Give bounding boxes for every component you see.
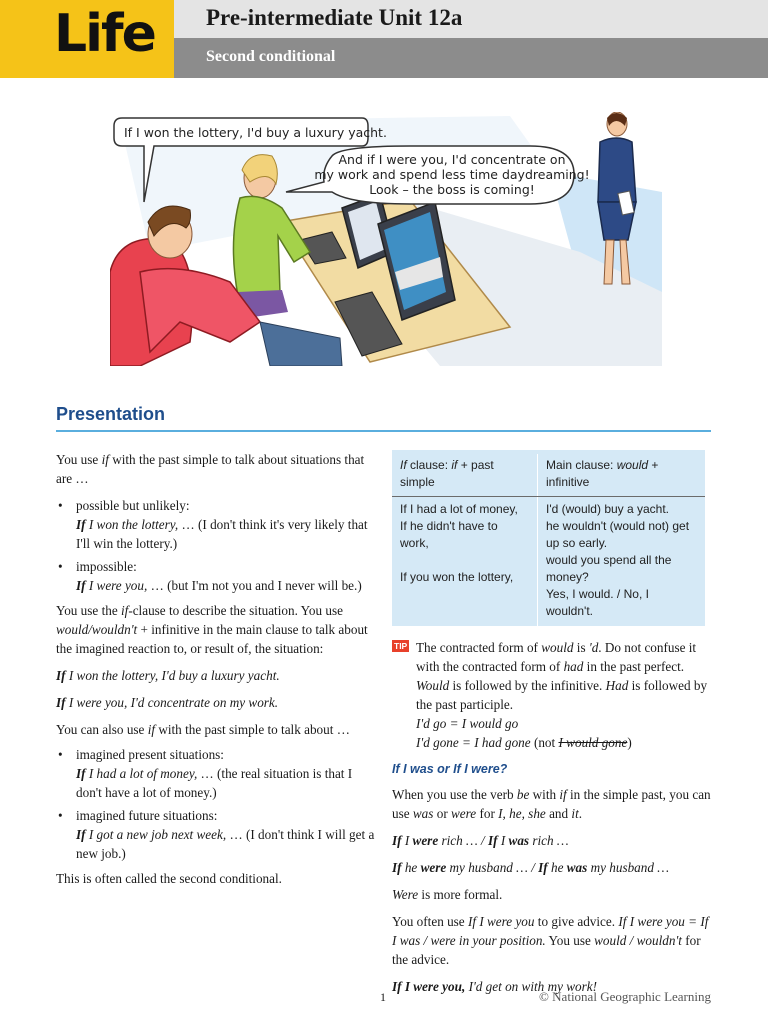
final-example: If I were you, I'd get on with my work!	[392, 979, 598, 994]
list-item: • imagined present situations: If I had a lot of money, … (the real situation is that I don't have a lot of money.)	[56, 745, 378, 802]
bubble2-line2: my work and spend less time daydreaming!	[314, 167, 590, 182]
also-paragraph: You can also use if with the past simple to talk about …	[56, 722, 350, 737]
heading-divider	[56, 430, 711, 432]
formal-note: Were is more formal.	[392, 887, 503, 902]
tip-badge: TIP	[394, 641, 408, 651]
section-heading: Presentation	[56, 404, 166, 424]
header-title-bar	[174, 0, 768, 38]
example-husband: If he were my husband … / If he was my husband …	[392, 860, 669, 875]
copyright: © National Geographic Learning	[539, 989, 711, 1004]
page-number: 1	[380, 990, 386, 1004]
bubble2-line3: Look – the boss is coming!	[369, 182, 535, 197]
example-1: If I won the lottery, I'd buy a luxury yacht.	[56, 668, 280, 683]
example-rich: If I were rich … / If I was rich …	[392, 833, 569, 848]
life-logo	[0, 0, 174, 78]
bullet-list-2	[56, 745, 378, 863]
bubble1-text: If I won the lottery, I'd buy a luxury yacht.	[124, 125, 387, 140]
table-row: If I had a lot of money, If he didn't have to work, If you won the lottery, I'd (would) buy a yacht. he wouldn't (would not) get up so early. would you spend all the money? Yes, I would. / No, I wouldn't.	[392, 497, 705, 626]
closing-paragraph: This is often called the second conditional.	[56, 871, 282, 886]
list-item: • impossible: If I were you, … (but I'm not you and I never will be.)	[56, 557, 378, 595]
subheading-was-were: If I was or If I were?	[392, 762, 508, 776]
was-were-paragraph: When you use the verb be with if in the simple past, you can use was or were for I, he, she and it.	[392, 787, 711, 821]
table-header-row	[392, 450, 705, 497]
table-header-if: If clause: if + past simple	[400, 458, 494, 489]
intro-paragraph: You use if with the past simple to talk about situations that are …	[56, 452, 365, 486]
example-2: If I were you, I'd concentrate on my work.	[56, 695, 279, 710]
bullet-list-1	[56, 496, 378, 595]
office-illustration	[110, 112, 662, 366]
list-item: • possible but unlikely: If I won the lottery, … (I don't think it's very likely that I'll win the lottery.)	[56, 496, 378, 553]
table-header-main: Main clause: would + infinitive	[537, 454, 705, 496]
page-title: Pre-intermediate Unit 12a	[206, 5, 463, 30]
logo-text: Life	[54, 4, 155, 64]
advice-paragraph: You often use If I were you to give advice. If I were you = If I was / were in your position. You use would / wouldn't for the advice.	[392, 914, 709, 967]
clause-paragraph: You use the if-clause to describe the situation. You use would/wouldn't + infinitive in the main clause to talk about the imagined reaction to, or result of, the situation:	[56, 603, 368, 656]
tip-box: TIP The contracted form of would is 'd. Do not confuse it with the contracted form of had in the past perfect. Would is followed by the infinitive. Had is followed by the past participle. I'd go = I would go I'd gone = I had gone (not I would gone)	[394, 640, 708, 750]
list-item: • imagined future situations: If I got a new job next week, … (I don't think I will get a new job.)	[56, 806, 378, 863]
header-subtitle-bar	[174, 38, 768, 78]
left-column	[56, 450, 378, 896]
right-column	[392, 450, 712, 1004]
bubble2-line1: And if I were you, I'd concentrate on	[338, 152, 566, 167]
page-subtitle: Second conditional	[206, 48, 336, 65]
grammar-table	[392, 450, 705, 626]
